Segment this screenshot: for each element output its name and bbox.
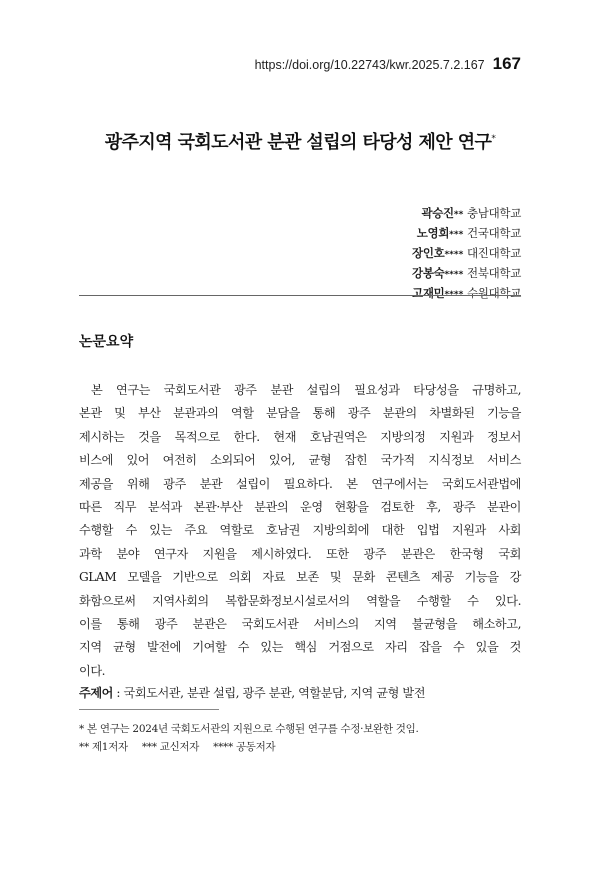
- abstract-line: 따른 직무 분석과 본관·부산 분관의 운영 현황을 검토한 후, 광주 분관이: [79, 500, 521, 515]
- author-mark: ***: [449, 230, 464, 240]
- footnote-co-author: **** 공동저자: [213, 741, 276, 753]
- doi-link[interactable]: https://doi.org/10.22743/kwr.2025.7.2.167: [254, 58, 485, 72]
- footnotes: [79, 720, 539, 756]
- footnote-corresponding-author: *** 교신저자: [141, 741, 200, 753]
- abstract-line: 과학 분야 연구자 지원을 제시하였다. 또한 광주 분관은 한국형 국회: [79, 546, 521, 561]
- footnote-roles: [79, 738, 539, 756]
- abstract-line: 화함으로써 지역사회의 복합문화정보시설로서의 역할을 수행할 수 있다.: [79, 593, 521, 608]
- author-entry: [412, 264, 521, 284]
- abstract-line: 비스에 있어 여전히 소외되어 있어, 균형 잡힌 국가적 지식정보 서비스: [79, 453, 521, 468]
- author-name: 곽승진: [421, 206, 454, 220]
- author-name: 고재민: [412, 286, 445, 300]
- abstract-line: 지역 균형 발전에 기여할 수 있는 핵심 거점으로 자리 잡을 수 있을 것: [79, 640, 521, 655]
- paper-title-text: 광주지역 국회도서관 분관 설립의 타당성 제안 연구: [104, 132, 492, 153]
- abstract-line: 본관 및 부산 분관과의 역할 분담을 통해 광주 분관의 차별화된 기능을: [79, 406, 521, 421]
- abstract-line: 이를 통해 광주 분관은 국회도서관 서비스의 지역 불균형을 해소하고,: [79, 617, 521, 632]
- author-entry: [412, 224, 521, 244]
- author-affiliation: 수원대학교: [466, 286, 521, 300]
- author-affiliation: 전북대학교: [466, 266, 521, 280]
- author-entry: [412, 244, 521, 264]
- author-name: 노영희: [416, 226, 450, 240]
- author-affiliation: 건국대학교: [466, 226, 521, 240]
- author-affiliation: 대진대학교: [466, 246, 521, 260]
- page-number: 167: [492, 54, 521, 73]
- page-header: [255, 54, 521, 74]
- abstract-line: 이다.: [79, 663, 106, 678]
- abstract-line: 제시하는 것을 목적으로 한다. 현재 호남권역은 지방의정 지원과 정보서: [79, 429, 521, 444]
- author-affiliation: 충남대학교: [466, 206, 521, 220]
- abstract-line: 본 연구는 국회도서관 광주 분관 설립의 필요성과 타당성을 규명하고,: [91, 383, 521, 397]
- author-entry: [412, 284, 521, 304]
- author-mark: **: [453, 210, 464, 220]
- footnote-divider: [79, 709, 219, 710]
- author-name: 강봉숙: [412, 266, 445, 280]
- keywords: [79, 684, 521, 701]
- title-footnote-mark: *: [491, 134, 496, 144]
- abstract-line: 제공을 위해 광주 분관 설립이 필요하다. 본 연구에서는 국회도서관법에: [79, 476, 521, 491]
- paper-title: [0, 128, 600, 154]
- author-name: 장인호: [412, 246, 445, 260]
- keywords-separator: :: [112, 686, 124, 700]
- abstract-line: GLAM 모델을 기반으로 의회 자료 보존 및 문화 콘텐츠 제공 기능을 강: [79, 570, 521, 585]
- author-entry: [412, 204, 521, 224]
- author-mark: ****: [444, 250, 464, 260]
- author-mark: ****: [444, 290, 464, 300]
- header-divider: [79, 295, 521, 296]
- footnote-first-author: ** 제1저자: [79, 741, 128, 753]
- keywords-text: 국회도서관, 분관 설립, 광주 분관, 역할분담, 지역 균형 발전: [123, 686, 426, 700]
- abstract-body: [79, 379, 521, 683]
- author-mark: ****: [444, 270, 464, 280]
- footnote-funding: * 본 연구는 2024년 국회도서관의 지원으로 수행된 연구를 수정·보완한 것임.: [79, 723, 419, 735]
- abstract-heading: 논문요약: [79, 334, 134, 350]
- abstract-line: 수행할 수 있는 주요 역할로 호남권 지방의회에 대한 입법 지원과 사회: [79, 523, 521, 538]
- author-list: [412, 204, 521, 304]
- keywords-label: 주제어: [79, 686, 113, 700]
